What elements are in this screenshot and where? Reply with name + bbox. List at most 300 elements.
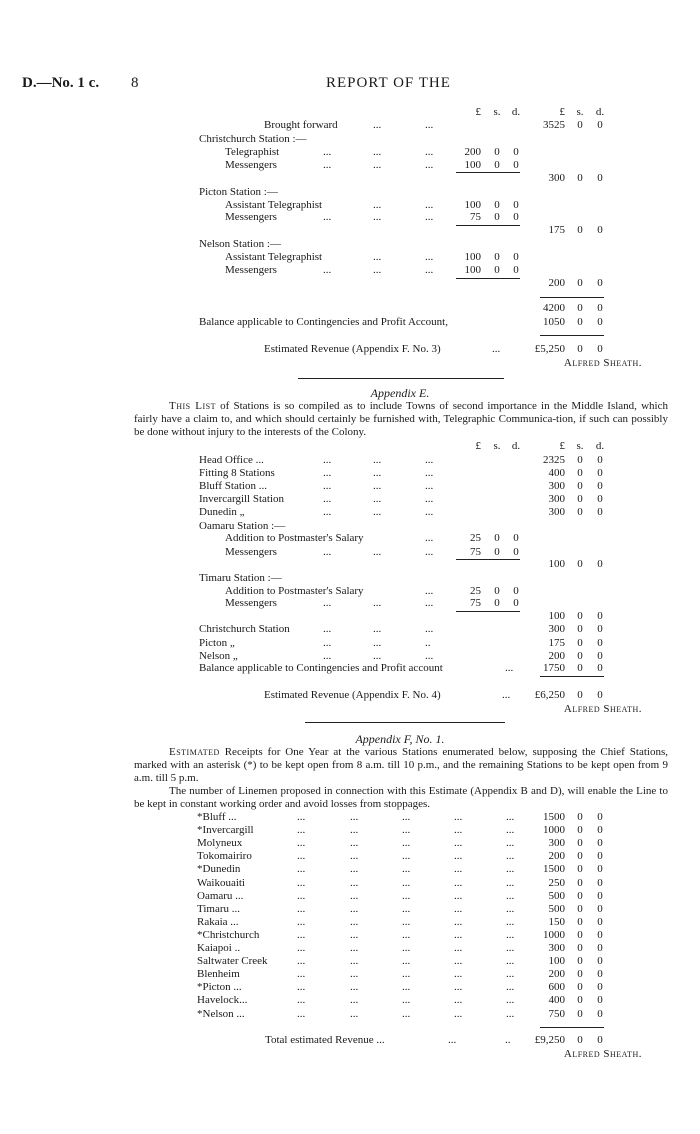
station-name: *Picton ... (197, 981, 242, 994)
total-amount-pounds: 175 (548, 637, 565, 649)
row-label: Christchurch Station (199, 623, 290, 635)
row-label: Estimated Revenue (Appendix F. No. 3) (264, 343, 441, 355)
dot-leader: ... (323, 493, 332, 505)
station-receipts-pounds: 1500 (543, 811, 565, 823)
dot-leader: ... (425, 480, 434, 492)
station-name: Havelock... (197, 994, 248, 1007)
total-amount-pounds: £5,250 (534, 343, 565, 355)
station-receipts-pounds: 600 (548, 981, 565, 994)
dot-leader: ... (350, 889, 359, 902)
sub-column-header-pounds: £ (475, 106, 481, 118)
station-receipts-pounds: 500 (548, 889, 565, 902)
station-receipts-pence: 0 (597, 955, 603, 968)
sub-amount-pence: 0 (513, 199, 519, 211)
sub-amount-shillings: 0 (494, 532, 500, 544)
section-separator (298, 378, 504, 379)
sub-amount-pounds: 100 (464, 251, 481, 263)
station-receipts-pounds: 300 (548, 942, 565, 954)
dot-leader: ... (425, 506, 434, 518)
dot-leader: ... (425, 623, 434, 635)
dot-leader: ... (402, 889, 411, 902)
dot-leader: ... (297, 942, 306, 954)
dot-leader: ... (350, 811, 359, 823)
dot-leader: ... (402, 994, 411, 1007)
dot-leader: ... (323, 623, 332, 635)
station-receipts-shillings: 0 (577, 968, 583, 981)
dot-leader: ... (425, 159, 434, 171)
station-name: Rakaia ... (197, 915, 239, 928)
dot-leader: ... (373, 637, 382, 649)
total-amount-shillings: 0 (577, 480, 583, 492)
dot-leader: ... (454, 955, 463, 968)
dot-leader: ... (323, 480, 332, 492)
dot-leader: ... (506, 981, 515, 994)
row-label: Picton „ (199, 637, 235, 649)
dot-leader: ... (506, 994, 515, 1007)
dot-leader: ... (454, 824, 463, 837)
station-name: *Invercargill (197, 824, 254, 837)
sub-amount-pence: 0 (513, 597, 519, 609)
row-label: Telegraphist (225, 146, 280, 158)
dot-leader: ... (506, 863, 515, 876)
dot-leader: ... (373, 650, 382, 662)
appendix-e-paragraph (134, 400, 668, 439)
total-amount-pounds: 175 (548, 224, 565, 236)
dot-leader: ... (506, 928, 515, 941)
dot-leader: ... (323, 597, 332, 609)
dot-leader: ... (425, 650, 434, 662)
total-amount-pence: 0 (597, 637, 603, 649)
station-receipts-pence: 0 (597, 811, 603, 823)
dot-leader: ... (454, 928, 463, 941)
row-label: Brought forward (264, 119, 338, 131)
sub-amount-shillings: 0 (494, 597, 500, 609)
dot-leader: ... (454, 981, 463, 994)
station-receipts-pence: 0 (597, 915, 603, 928)
station-receipts-pounds: 300 (548, 837, 565, 850)
dot-leader: ... (506, 889, 515, 902)
station-name: Molyneux (197, 837, 243, 850)
station-receipts-pence: 0 (597, 981, 603, 994)
rule-divider (456, 172, 520, 173)
dot-leader: ... (454, 1007, 463, 1020)
appendix-f-lead: Estimated (169, 746, 220, 758)
dot-leader: ... (425, 467, 434, 479)
dot-leader: ... (425, 454, 434, 466)
grand-total-pounds: £9,250 (534, 1034, 565, 1046)
station-receipts-pence: 0 (597, 942, 603, 954)
dot-leader: ... (454, 850, 463, 863)
dot-leader: ... (373, 211, 382, 223)
dot-leader: ... (402, 876, 411, 889)
sub-amount-pounds: 100 (464, 199, 481, 211)
dot-leader: ... (373, 623, 382, 635)
dot-leader: ... (373, 199, 382, 211)
dot-leader: ... (323, 146, 332, 158)
row-label: Picton Station :— (199, 186, 278, 198)
sub-amount-shillings: 0 (494, 251, 500, 263)
document-code: D.—No. 1 c. (22, 75, 100, 91)
dot-leader: ... (297, 915, 306, 928)
station-receipts-pounds: 200 (548, 850, 565, 863)
dot-leader: ... (506, 876, 515, 889)
station-name: Timaru ... (197, 902, 240, 915)
station-receipts-pounds: 200 (548, 968, 565, 981)
dot-leader: ... (425, 146, 434, 158)
station-receipts-shillings: 0 (577, 928, 583, 941)
total-amount-shillings: 0 (577, 302, 583, 314)
total-amount-pounds: £6,250 (534, 689, 565, 701)
section-separator (305, 722, 505, 723)
row-label: Estimated Revenue (Appendix F. No. 4) (264, 689, 441, 701)
dot-leader: ... (297, 994, 306, 1007)
station-receipts-pence: 0 (597, 968, 603, 981)
row-label: Christchurch Station :— (199, 133, 307, 145)
dot-leader: ... (402, 1007, 411, 1020)
station-name: Kaiapoi .. (197, 942, 241, 954)
sub-amount-pence: 0 (513, 585, 519, 597)
signature: Alfred Sheath. (563, 703, 642, 715)
row-label: Balance applicable to Contingencies and Profit account (199, 662, 443, 674)
page-title: REPORT OF THE (326, 75, 451, 91)
total-amount-pence: 0 (597, 224, 603, 236)
dot-leader: ... (350, 942, 359, 954)
dot-leader: ... (350, 994, 359, 1007)
station-receipts-shillings: 0 (577, 902, 583, 915)
total-amount-pounds: 400 (548, 467, 565, 479)
dot-leader: ... (402, 837, 411, 850)
dot-leader: ... (323, 546, 332, 558)
total-amount-pounds: 1050 (543, 316, 565, 328)
station-name: *Dunedin (197, 863, 241, 876)
total-amount-pence: 0 (597, 467, 603, 479)
sub-column-header-pence: d. (511, 440, 521, 452)
total-amount-shillings: 0 (577, 662, 583, 674)
total-amount-shillings: 0 (577, 493, 583, 505)
dot-leader: ... (506, 968, 515, 981)
dot-leader: .. (505, 1034, 511, 1046)
dot-leader: ... (402, 824, 411, 837)
dot-leader: ... (373, 146, 382, 158)
total-amount-pence: 0 (597, 506, 603, 518)
sub-amount-shillings: 0 (494, 146, 500, 158)
dot-leader: ... (454, 968, 463, 981)
station-receipts-pence: 0 (597, 850, 603, 863)
station-receipts-pence: 0 (597, 837, 603, 850)
station-receipts-shillings: 0 (577, 876, 583, 889)
sub-column-header-shillings: s. (493, 106, 501, 118)
station-receipts-pounds: 500 (548, 902, 565, 915)
total-amount-pence: 0 (597, 650, 603, 662)
total-amount-pounds: 2325 (543, 454, 565, 466)
station-receipts-pence: 0 (597, 889, 603, 902)
dot-leader: ... (506, 942, 515, 954)
dot-leader: ... (350, 850, 359, 863)
sub-amount-shillings: 0 (494, 211, 500, 223)
dot-leader: ... (297, 902, 306, 915)
dot-leader: ... (373, 506, 382, 518)
total-label: Total estimated Revenue ... (265, 1034, 385, 1046)
sub-amount-pence: 0 (513, 251, 519, 263)
row-label: Addition to Postmaster's Salary (225, 532, 364, 544)
dot-leader: ... (297, 850, 306, 863)
dot-leader: ... (297, 863, 306, 876)
appendix-f-text: Receipts for One Year at the various Stations enumerated below, supposing the Chief Stations, marked with an asterisk (*) to be kept open from 8 a.m. till 10 p.m., and the remaining Stations to be kept open from 9 a.m. till 5 p.m. (134, 746, 668, 784)
dot-leader: ... (350, 915, 359, 928)
appendix-e-title: Appendix E. (370, 386, 430, 400)
dot-leader: ... (373, 597, 382, 609)
dot-leader: ... (323, 264, 332, 276)
total-amount-shillings: 0 (577, 224, 583, 236)
station-receipts-pence: 0 (597, 902, 603, 915)
dot-leader: ... (350, 981, 359, 994)
dot-leader: ... (350, 876, 359, 889)
dot-leader: ... (454, 837, 463, 850)
total-amount-shillings: 0 (577, 316, 583, 328)
row-label: Balance applicable to Contingencies and Profit Account, (199, 316, 448, 328)
dot-leader: ... (425, 546, 434, 558)
total-amount-pence: 0 (597, 343, 603, 355)
station-receipts-pounds: 1000 (543, 928, 565, 941)
signature: Alfred Sheath. (563, 1048, 642, 1060)
rule-divider (456, 559, 520, 560)
total-amount-shillings: 0 (577, 343, 583, 355)
total-amount-pence: 0 (597, 689, 603, 701)
total-amount-pounds: 300 (548, 623, 565, 635)
row-label: Oamaru Station :— (199, 520, 286, 532)
station-receipts-shillings: 0 (577, 850, 583, 863)
dot-leader: ... (425, 597, 434, 609)
total-amount-pounds: 3525 (543, 119, 565, 131)
dot-leader: ... (350, 837, 359, 850)
dot-leader: ... (350, 824, 359, 837)
dot-leader: ... (425, 493, 434, 505)
sub-amount-pounds: 100 (464, 159, 481, 171)
dot-leader: ... (454, 876, 463, 889)
dot-leader: ... (454, 811, 463, 823)
dot-leader: ... (297, 876, 306, 889)
row-label: Assistant Telegraphist (225, 251, 323, 263)
station-receipts-shillings: 0 (577, 942, 583, 954)
appendix-f-title: Appendix F, No. 1. (355, 732, 445, 746)
station-receipts-pounds: 1500 (543, 863, 565, 876)
sub-amount-pounds: 100 (464, 264, 481, 276)
dot-leader: ... (297, 837, 306, 850)
sub-amount-shillings: 0 (494, 585, 500, 597)
total-amount-shillings: 0 (577, 650, 583, 662)
total-amount-shillings: 0 (577, 277, 583, 289)
total-amount-shillings: 0 (577, 506, 583, 518)
row-label: Nelson „ (199, 650, 238, 662)
dot-leader: ... (506, 824, 515, 837)
dot-leader: ... (448, 1034, 457, 1046)
station-receipts-shillings: 0 (577, 811, 583, 823)
sub-amount-shillings: 0 (494, 264, 500, 276)
dot-leader: ... (402, 968, 411, 981)
station-receipts-shillings: 0 (577, 1007, 583, 1020)
station-name: *Bluff ... (197, 811, 237, 823)
page-number: 8 (131, 75, 139, 91)
dot-leader: ... (323, 506, 332, 518)
station-name: *Christchurch (197, 928, 260, 941)
dot-leader: ... (373, 159, 382, 171)
total-column-header-pounds: £ (559, 440, 565, 452)
dot-leader: ... (402, 955, 411, 968)
dot-leader: ... (373, 264, 382, 276)
sub-amount-pounds: 75 (470, 211, 481, 223)
total-amount-shillings: 0 (577, 610, 583, 622)
signature: Alfred Sheath. (563, 357, 642, 369)
row-label: Assistant Telegraphist (225, 199, 323, 211)
station-name: Blenheim (197, 968, 240, 981)
grand-total-pence: 0 (597, 1034, 603, 1046)
dot-leader: ... (373, 546, 382, 558)
row-label: Messengers (225, 264, 277, 276)
station-name: Saltwater Creek (197, 955, 268, 968)
rule-divider (456, 278, 520, 279)
sub-column-header-pence: d. (511, 106, 521, 118)
row-label: Timaru Station :— (199, 572, 282, 584)
total-amount-pence: 0 (597, 316, 603, 328)
row-label: Head Office ... (199, 454, 264, 466)
station-receipts-pence: 0 (597, 1007, 603, 1020)
total-amount-shillings: 0 (577, 637, 583, 649)
station-receipts-shillings: 0 (577, 981, 583, 994)
station-receipts-shillings: 0 (577, 955, 583, 968)
station-receipts-pence: 0 (597, 824, 603, 837)
sub-column-header-shillings: s. (493, 440, 501, 452)
dot-leader: ... (506, 915, 515, 928)
dot-leader: ... (454, 863, 463, 876)
station-receipts-pounds: 250 (548, 876, 565, 889)
sub-amount-pounds: 25 (470, 532, 481, 544)
dot-leader: ... (373, 480, 382, 492)
sub-column-header-pounds: £ (475, 440, 481, 452)
total-amount-pence: 0 (597, 662, 603, 674)
total-amount-shillings: 0 (577, 689, 583, 701)
total-amount-pounds: 300 (548, 172, 565, 184)
dot-leader: ... (323, 637, 332, 649)
rule-divider (456, 611, 520, 612)
dot-leader: ... (297, 1007, 306, 1020)
row-label: Messengers (225, 159, 277, 171)
dot-leader: ... (373, 467, 382, 479)
dot-leader: ... (323, 211, 332, 223)
dot-leader: ... (297, 955, 306, 968)
station-receipts-shillings: 0 (577, 889, 583, 902)
total-amount-pounds: 100 (548, 610, 565, 622)
sub-amount-pence: 0 (513, 264, 519, 276)
dot-leader: ... (506, 811, 515, 823)
appendix-f-paragraph (134, 746, 668, 785)
dot-leader: ... (454, 902, 463, 915)
appendix-f-paragraph-2: The number of Linemen proposed in connection with this Estimate (Appendix B and D), will enable the Line to be kept in constant working order and avoid losses from stoppages. (134, 785, 668, 810)
station-name: Oamaru ... (197, 889, 244, 902)
dot-leader: ... (506, 837, 515, 850)
rule-divider (456, 225, 520, 226)
dot-leader: ... (373, 454, 382, 466)
dot-leader: ... (425, 585, 434, 597)
dot-leader: ... (350, 902, 359, 915)
total-amount-pounds: 4200 (543, 302, 565, 314)
dot-leader: ... (350, 968, 359, 981)
dot-leader: ... (297, 889, 306, 902)
dot-leader: ... (297, 811, 306, 823)
row-label: Invercargill Station (199, 493, 285, 505)
station-receipts-pounds: 750 (548, 1007, 565, 1020)
dot-leader: ... (350, 1007, 359, 1020)
total-amount-pence: 0 (597, 558, 603, 570)
dot-leader: ... (402, 942, 411, 954)
dot-leader: ... (350, 863, 359, 876)
total-amount-pence: 0 (597, 454, 603, 466)
dot-leader: ... (297, 824, 306, 837)
total-amount-pence: 0 (597, 623, 603, 635)
dot-leader: ... (402, 902, 411, 915)
dot-leader: ... (454, 915, 463, 928)
station-receipts-pounds: 400 (548, 994, 565, 1007)
dot-leader: ... (350, 955, 359, 968)
dot-leader: ... (373, 119, 382, 131)
row-label: Messengers (225, 597, 277, 609)
station-receipts-shillings: 0 (577, 863, 583, 876)
dot-leader: ... (454, 994, 463, 1007)
dot-leader: ... (402, 928, 411, 941)
sub-amount-pounds: 200 (464, 146, 481, 158)
station-receipts-pence: 0 (597, 863, 603, 876)
station-name: Waikouaiti (197, 876, 245, 889)
total-amount-pounds: 300 (548, 506, 565, 518)
dot-leader: ... (425, 264, 434, 276)
dot-leader: .. (425, 637, 431, 649)
row-label: Fitting 8 Stations (199, 467, 275, 479)
total-amount-pounds: 100 (548, 558, 565, 570)
station-receipts-shillings: 0 (577, 824, 583, 837)
sub-amount-pence: 0 (513, 532, 519, 544)
dot-leader: ... (323, 159, 332, 171)
station-receipts-pounds: 100 (548, 955, 565, 968)
dot-leader: ... (506, 850, 515, 863)
station-receipts-pounds: 1000 (543, 824, 565, 837)
total-amount-pence: 0 (597, 480, 603, 492)
dot-leader: ... (454, 942, 463, 954)
dot-leader: ... (297, 968, 306, 981)
rule-divider (540, 1027, 604, 1028)
dot-leader: ... (506, 955, 515, 968)
total-amount-pence: 0 (597, 277, 603, 289)
total-amount-pence: 0 (597, 610, 603, 622)
station-receipts-shillings: 0 (577, 915, 583, 928)
row-label: Bluff Station ... (199, 480, 267, 492)
rule-divider (540, 335, 604, 336)
dot-leader: ... (402, 850, 411, 863)
total-amount-pounds: 200 (548, 277, 565, 289)
sub-amount-shillings: 0 (494, 546, 500, 558)
total-amount-pounds: 1750 (543, 662, 565, 674)
total-column-header-shillings: s. (576, 440, 584, 452)
station-receipts-shillings: 0 (577, 837, 583, 850)
dot-leader: ... (492, 343, 501, 355)
total-column-header-pence: d. (595, 106, 605, 118)
station-name: Tokomairiro (197, 850, 252, 863)
row-label: Nelson Station :— (199, 238, 281, 250)
sub-amount-shillings: 0 (494, 199, 500, 211)
total-amount-pounds: 300 (548, 480, 565, 492)
total-amount-pence: 0 (597, 172, 603, 184)
dot-leader: ... (402, 915, 411, 928)
dot-leader: ... (505, 662, 514, 674)
row-label: Addition to Postmaster's Salary (225, 585, 364, 597)
